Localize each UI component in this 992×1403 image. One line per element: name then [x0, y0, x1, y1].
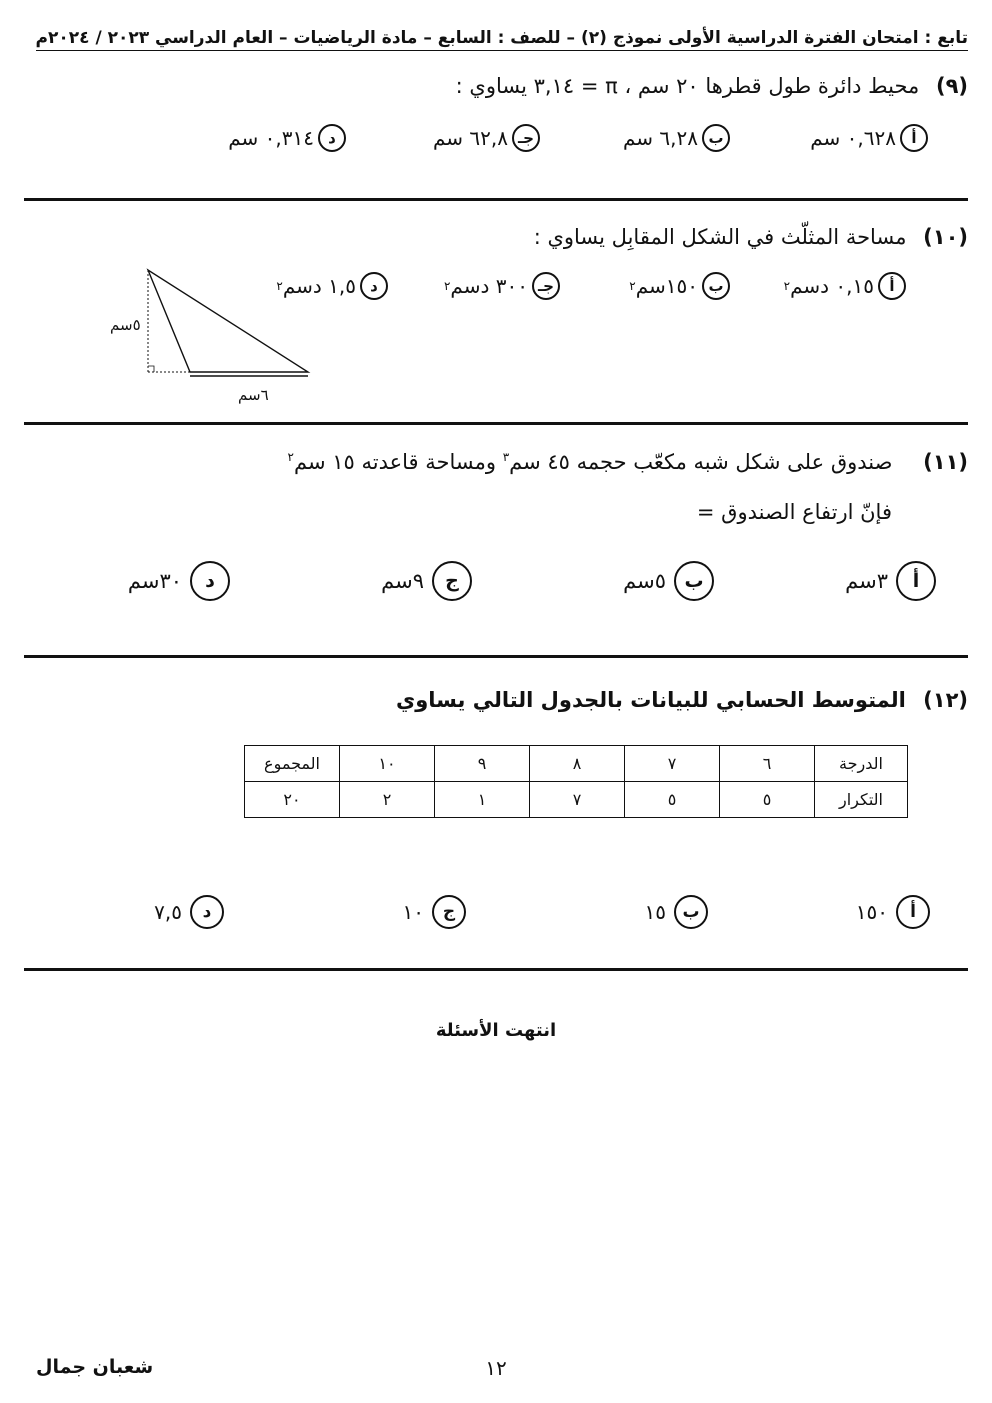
question-9-text: محيط دائرة طول قطرها ٢٠ سم ، π = ٣,١٤ يساوي : [455, 74, 920, 98]
q12-option-b[interactable] [645, 895, 708, 929]
question-11-sup1: ٣ [502, 450, 510, 464]
table-cell: التكرار [815, 782, 908, 818]
question-11-number: (١١) [923, 450, 968, 474]
end-of-questions: انتهت الأسئلة [435, 1020, 557, 1041]
table-row [245, 782, 908, 818]
q10-option-b[interactable] [629, 272, 730, 300]
q12-option-d-value: ٧,٥ [154, 900, 182, 924]
q11-option-c-value: ٩سم [381, 569, 424, 593]
question-11 [288, 450, 968, 474]
q9-option-b-letter: ب [702, 124, 730, 152]
q11-option-c-letter: ج [432, 561, 472, 601]
author-name: شعبان جمال [36, 1356, 154, 1378]
q10-option-a-letter: أ [878, 272, 906, 300]
table-cell: ٧ [530, 782, 625, 818]
triangle-figure [140, 264, 320, 384]
table-cell: ٦ [720, 746, 815, 782]
question-10-number: (١٠) [923, 225, 968, 249]
q12-option-b-letter: ب [674, 895, 708, 929]
question-10-text: مساحة المثلّث في الشكل المقابِل يساوي : [533, 225, 907, 249]
table-cell: ١ [435, 782, 530, 818]
question-11-line2: فإنّ ارتفاع الصندوق = [696, 500, 892, 524]
q12-option-c-value: ١٠ [402, 900, 424, 924]
table-cell: ١٠ [340, 746, 435, 782]
q12-option-a-letter: أ [896, 895, 930, 929]
frequency-table [244, 745, 908, 818]
question-9 [456, 74, 968, 98]
question-11-sup2: ٢ [287, 450, 294, 464]
q9-option-c-value: ٦٢,٨ سم [432, 126, 508, 150]
q11-option-b-value: ٥سم [623, 569, 666, 593]
q10-option-a-value: ٠,١٥ دسم [790, 274, 874, 298]
page-number: ١٢ [485, 1356, 507, 1380]
q10-option-c-sup: ٢ [443, 279, 451, 293]
q11-option-b[interactable] [623, 561, 714, 601]
q9-option-c-letter: جـ [512, 124, 540, 152]
divider-3 [24, 655, 968, 658]
q10-option-c-letter: جـ [532, 272, 560, 300]
q12-option-d[interactable] [154, 895, 224, 929]
table-cell: الدرجة [815, 746, 908, 782]
table-cell: ٥ [720, 782, 815, 818]
q11-option-c[interactable] [381, 561, 472, 601]
table-cell: ٥ [625, 782, 720, 818]
q9-option-b-value: ٦,٢٨ سم [622, 126, 698, 150]
q10-option-c-value: ٣٠٠ دسم [450, 274, 528, 298]
q9-option-a-letter: أ [900, 124, 928, 152]
divider-2 [24, 422, 968, 425]
q9-option-d[interactable] [228, 124, 346, 152]
q10-option-a-sup: ٢ [783, 279, 791, 293]
q9-option-b[interactable] [623, 124, 730, 152]
question-12-number: (١٢) [923, 688, 968, 712]
q10-option-d-letter: د [360, 272, 388, 300]
q12-option-c[interactable] [403, 895, 466, 929]
q12-option-a-value: ١٥٠ [855, 900, 888, 924]
table-cell: ٢٠ [245, 782, 340, 818]
question-12-text: المتوسط الحسابي للبيانات بالجدول التالي يساوي [395, 688, 906, 712]
table-cell: المجموع [245, 746, 340, 782]
q11-option-a[interactable] [845, 561, 936, 601]
q10-option-d-value: ١,٥ دسم [282, 274, 356, 298]
question-11-text-part1: صندوق على شكل شبه مكعّب حجمه ٤٥ سم [509, 450, 893, 474]
q10-option-c[interactable] [444, 272, 560, 300]
table-cell: ٢ [340, 782, 435, 818]
q10-option-d-sup: ٢ [276, 279, 283, 293]
q10-option-a[interactable] [784, 272, 906, 300]
q11-option-d-letter: د [190, 561, 230, 601]
triangle-height-label: ٥سم [110, 316, 141, 334]
q12-option-a[interactable] [856, 895, 930, 929]
triangle-shape [148, 270, 308, 372]
q9-option-a[interactable] [810, 124, 928, 152]
divider-1 [24, 198, 968, 201]
right-angle-mark [148, 366, 154, 372]
q9-option-c[interactable] [433, 124, 540, 152]
question-10 [534, 225, 968, 249]
table-row [245, 746, 908, 782]
q12-option-c-letter: ج [432, 895, 466, 929]
question-12 [396, 688, 968, 712]
triangle-base-label: ٦سم [238, 386, 269, 404]
q12-option-b-value: ١٥ [644, 900, 666, 924]
q11-option-a-letter: أ [896, 561, 936, 601]
table-cell: ٩ [435, 746, 530, 782]
q10-option-b-value: ١٥٠سم [635, 274, 698, 298]
question-9-number: (٩) [935, 74, 968, 98]
q9-option-d-letter: د [318, 124, 346, 152]
q11-option-b-letter: ب [674, 561, 714, 601]
table-cell: ٨ [530, 746, 625, 782]
q10-option-b-letter: ب [702, 272, 730, 300]
q11-option-a-value: ٣سم [845, 569, 888, 593]
q9-option-a-value: ٠,٦٢٨ سم [810, 126, 896, 150]
q10-option-b-sup: ٢ [629, 279, 636, 293]
table-cell: ٧ [625, 746, 720, 782]
page-header: تابع : امتحان الفترة الدراسية الأولى نموذج (٢) – للصف : السابع – مادة الرياضيات – العام الدراسي ٢٠٢٣ / ٢٠٢٤م [36, 28, 968, 51]
q11-option-d-value: ٣٠سم [127, 569, 182, 593]
q9-option-d-value: ٠,٣١٤ سم [228, 126, 314, 150]
q12-option-d-letter: د [190, 895, 224, 929]
question-11-text-part2: ومساحة قاعدته ١٥ سم [293, 450, 503, 474]
q11-option-d[interactable] [128, 561, 230, 601]
divider-4 [24, 968, 968, 971]
